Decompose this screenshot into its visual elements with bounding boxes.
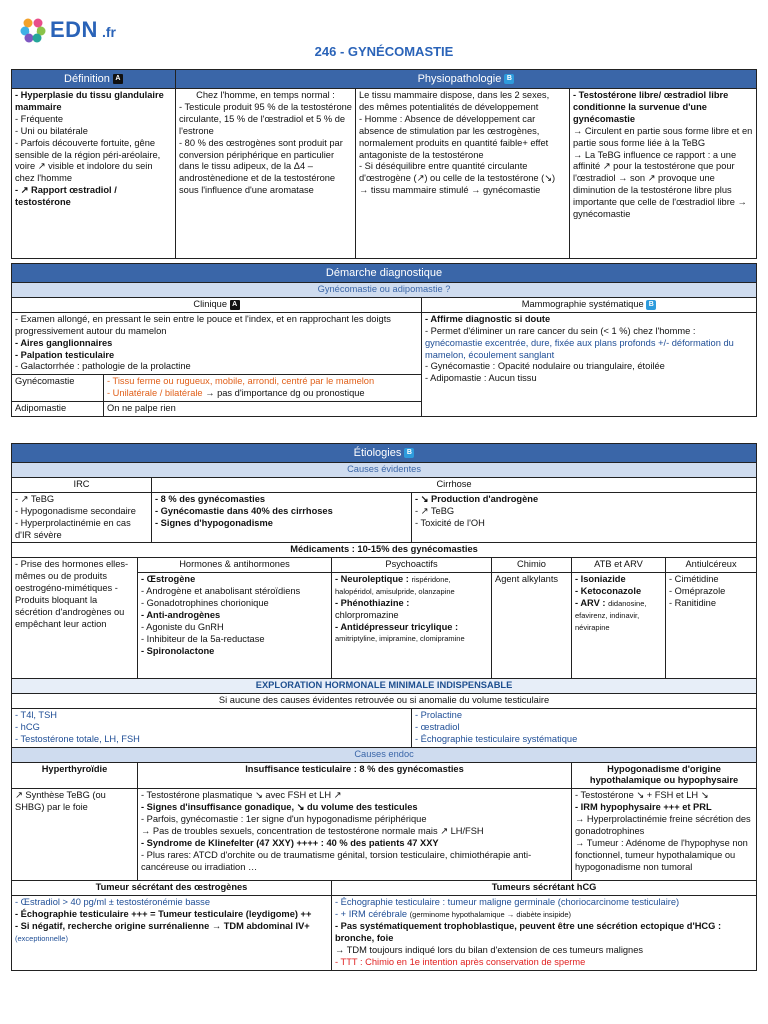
physio-cell-3: - Testostérone libre/ œstradiol libre conditionne la survenue d'une gynécomastie → Circulent en partie sous forme libre et en partie sous forme liée à la TeBG → La TeBG influence ce rapport : a une affinité ↗ pour la testostérone que pour l'œstradiol → son ↗ provoque une diminution de la testostérone libre plus importante que celle de l'œstradiol libre → gynécomastie xyxy=(570,89,757,259)
endoc-header: Causes endoc xyxy=(12,747,757,762)
level-b-badge: B xyxy=(504,74,514,84)
diagnostic-subheader: Gynécomastie ou adipomastie ? xyxy=(12,283,757,298)
meds-header: Médicaments : 10-15% des gynécomasties xyxy=(12,543,757,558)
hypogonad-header: Hypogonadisme d'origine hypothalamique ou hypophysaire xyxy=(572,762,757,789)
tumor-oestro-header: Tumeur sécrétant des œstrogènes xyxy=(12,881,332,896)
antiulc-cell: - Cimétidine - Oméprazole - Ranitidine xyxy=(666,573,757,679)
definition-cell: - Hyperplasie du tissu glandulaire mammaire - Fréquente - Uni ou bilatérale - Parfois découverte fortuite, gêne sensible de la région péri-aréolaire, voire ↗ visible et indolore du sein chez l'homme - ↗ Rapport œstradiol / testostérone xyxy=(12,89,176,259)
level-b-badge: B xyxy=(404,448,414,458)
cirrhose-cell-2: - ↘ Production d'androgène - ↗ TeBG - Toxicité de l'OH xyxy=(412,492,757,543)
explo-left: - T4l, TSH - hCG - Testostérone totale, LH, FSH xyxy=(12,708,412,747)
cirrhose-header: Cirrhose xyxy=(152,477,757,492)
gyn-value: - Tissu ferme ou rugueux, mobile, arrondi, centré par le mamelon - Unilatérale / bilatérale → pas d'importance dg ou pronostique xyxy=(104,375,422,402)
etiology-table xyxy=(11,443,757,971)
level-a-badge: A xyxy=(230,300,240,310)
page-title: 246 - GYNÉCOMASTIE xyxy=(314,44,454,59)
diagnostic-header: Démarche diagnostique xyxy=(12,264,757,283)
logo-sub: .fr xyxy=(101,24,116,41)
atb-cell: - Isoniazide - Ketoconazole - ARV : didanosine, efavirenz, indinavir, névirapine xyxy=(572,573,666,679)
physio-cell-2: Le tissu mammaire dispose, dans les 2 sexes, des mêmes potentialités de développement - Homme : Absence de développement car absence de stimulation par les œstrogènes, normalement produits en quantité faible+ effet antagoniste de la testostérone - Si déséquilibre entre quantité circulante d'œstrogène (↗) ou celle de la testostérone (↘) → tissu mammaire stimulé → gynécomastie xyxy=(356,89,570,259)
definition-table xyxy=(11,69,757,259)
level-b-badge: B xyxy=(646,300,656,310)
physio-cell-1: Chez l'homme, en temps normal : - Testicule produit 95 % de la testostérone circulante, 15 % de l'œstradiol et 5 % de l'estrone - 80 % des œstrogènes sont produit par conversion périphérique en particulier dans le tissu adipeux, de la Δ4 – androstènedione et de la testostérone sous l'influence d'une aromatase xyxy=(176,89,356,259)
hyperthyroid-cell: ↗ Synthèse TeBG (ou SHBG) par le foie xyxy=(12,789,138,881)
med-col-psy: Psychoactifs xyxy=(332,558,492,573)
hormones-cell: - Œstrogène - Androgène et anabolisant stéroïdiens - Gonadotrophines chorionique - Anti-androgènes - Agoniste du GnRH - Inhibiteur de la 5a-reductase - Spironolactone xyxy=(138,573,332,679)
med-col-atb: ATB et ARV xyxy=(572,558,666,573)
explo-header: EXPLORATION HORMONALE MINIMALE INDISPENSABLE xyxy=(12,679,757,694)
etiology-header: Étiologies B xyxy=(12,444,757,463)
med-col-chimio: Chimio xyxy=(492,558,572,573)
psy-cell: - Neuroleptique : rispéridone, halopéridol, amisulpride, olanzapine - Phénothiazine : chlorpromazine - Antidépresseur tricylique : amitriptyline, imipramine, clomipramine xyxy=(332,573,492,679)
tumor-hcg-cell: - Échographie testiculaire : tumeur maligne germinale (choriocarcinome testiculaire) - + IRM cérébrale (germinome hypothalamique → diabète insipide) - Pas systématiquement trophoblastique, peuvent être une sécrétion ectopique d'HCG : bronche, foie → TDM toujours indiqué lors du bilan d'extension de ces tumeurs malignes - TTT : Chimio en 1e intention après conservation de sperme xyxy=(332,896,757,970)
clinique-cell: - Examen allongé, en pressant le sein entre le pouce et l'index, et en rapprochant les doigts progressivement autour du mamelon - Aires ganglionnaires - Palpation testiculaire - Galactorrhée : pathologie de la prolactine xyxy=(12,312,422,374)
explo-right: - Prolactine - œstradiol - Échographie testiculaire systématique xyxy=(412,708,757,747)
meds-intro: - Prise des hormones elles-mêmes ou de produits oestrogéno-mimétiques - Produits bloquant la sécrétion d'androgènes ou empêchant leur action xyxy=(12,558,138,679)
insuf-cell: - Testostérone plasmatique ↘ avec FSH et LH ↗ - Signes d'insuffisance gonadique, ↘ du volume des testicules - Parfois, gynécomastie : 1er signe d'un hypogonadisme périphérique → Pas de troubles sexuels, concentration de testostérone normale mais ↗ LH/FSH - Syndrome de Klinefelter (47 XXY) ++++ : 40 % des patients 47 XXY - Plus rares: ATCD d'orchite ou de traumatisme génital, torsion testiculaire, chimiothérapie anti-cancéreuse ou irradiation … xyxy=(138,789,572,881)
irc-header: IRC xyxy=(12,477,152,492)
chimio-cell: Agent alkylants xyxy=(492,573,572,679)
adipo-label: Adipomastie xyxy=(12,402,104,417)
explo-subheader: Si aucune des causes évidentes retrouvée ou si anomalie du volume testiculaire xyxy=(12,694,757,709)
med-col-antiulc: Antiulcéreux xyxy=(666,558,757,573)
mammo-header: Mammographie systématique B xyxy=(422,297,757,312)
logo-text: EDN xyxy=(50,17,98,42)
cirrhose-cell-1: - 8 % des gynécomasties - Gynécomastie dans 40% des cirrhoses - Signes d'hypogonadisme xyxy=(152,492,412,543)
tumor-hcg-header: Tumeurs sécrétant hCG xyxy=(332,881,757,896)
mammo-cell: - Affirme diagnostic si doute - Permet d'éliminer un rare cancer du sein (< 1 %) chez l'homme : gynécomastie excentrée, dure, fixée aux plans profonds +/- déformation du mamelon, écoulement sanglant - Gynécomastie : Opacité nodulaire ou triangulaire, étoilée - Adipomastie : Aucun tissu xyxy=(422,312,757,416)
insuf-header: Insuffisance testiculaire : 8 % des gynécomasties xyxy=(138,762,572,789)
gyn-label: Gynécomastie xyxy=(12,375,104,402)
diagnostic-table xyxy=(11,263,757,417)
tumor-oestro-cell: - Œstradiol > 40 pg/ml ± testostéronémie basse - Échographie testiculaire +++ = Tumeur testiculaire (leydigome) ++ - Si négatif, recherche origine surrénalienne → TDM abdominal IV+(exceptionnelle) xyxy=(12,896,332,970)
med-col-hormones: Hormones & antihormones xyxy=(138,558,332,573)
logo-icon xyxy=(20,17,46,43)
hypogonad-cell: - Testostérone ↘ + FSH et LH ↘ - IRM hypophysaire +++ et PRL → Hyperprolactinémie freine sécrétion des gonadotrophines → Tumeur : Adénome de l'hypophyse non fonctionnel, tumeur hypothalamique ou hypogonadisme non tumoral xyxy=(572,789,757,881)
hyperthyroid-header: Hyperthyroïdie xyxy=(12,762,138,789)
irc-cell: - ↗ TeBG - Hypogonadisme secondaire - Hyperprolactinémie en cas d'IR sévère xyxy=(12,492,152,543)
adipo-value: On ne palpe rien xyxy=(104,402,422,417)
level-a-badge: A xyxy=(113,74,123,84)
physio-header: Physiopathologie B xyxy=(176,70,757,89)
logo xyxy=(20,16,116,44)
clinique-header: Clinique A xyxy=(12,297,422,312)
evident-causes-header: Causes évidentes xyxy=(12,463,757,478)
definition-header: Définition A xyxy=(12,70,176,89)
